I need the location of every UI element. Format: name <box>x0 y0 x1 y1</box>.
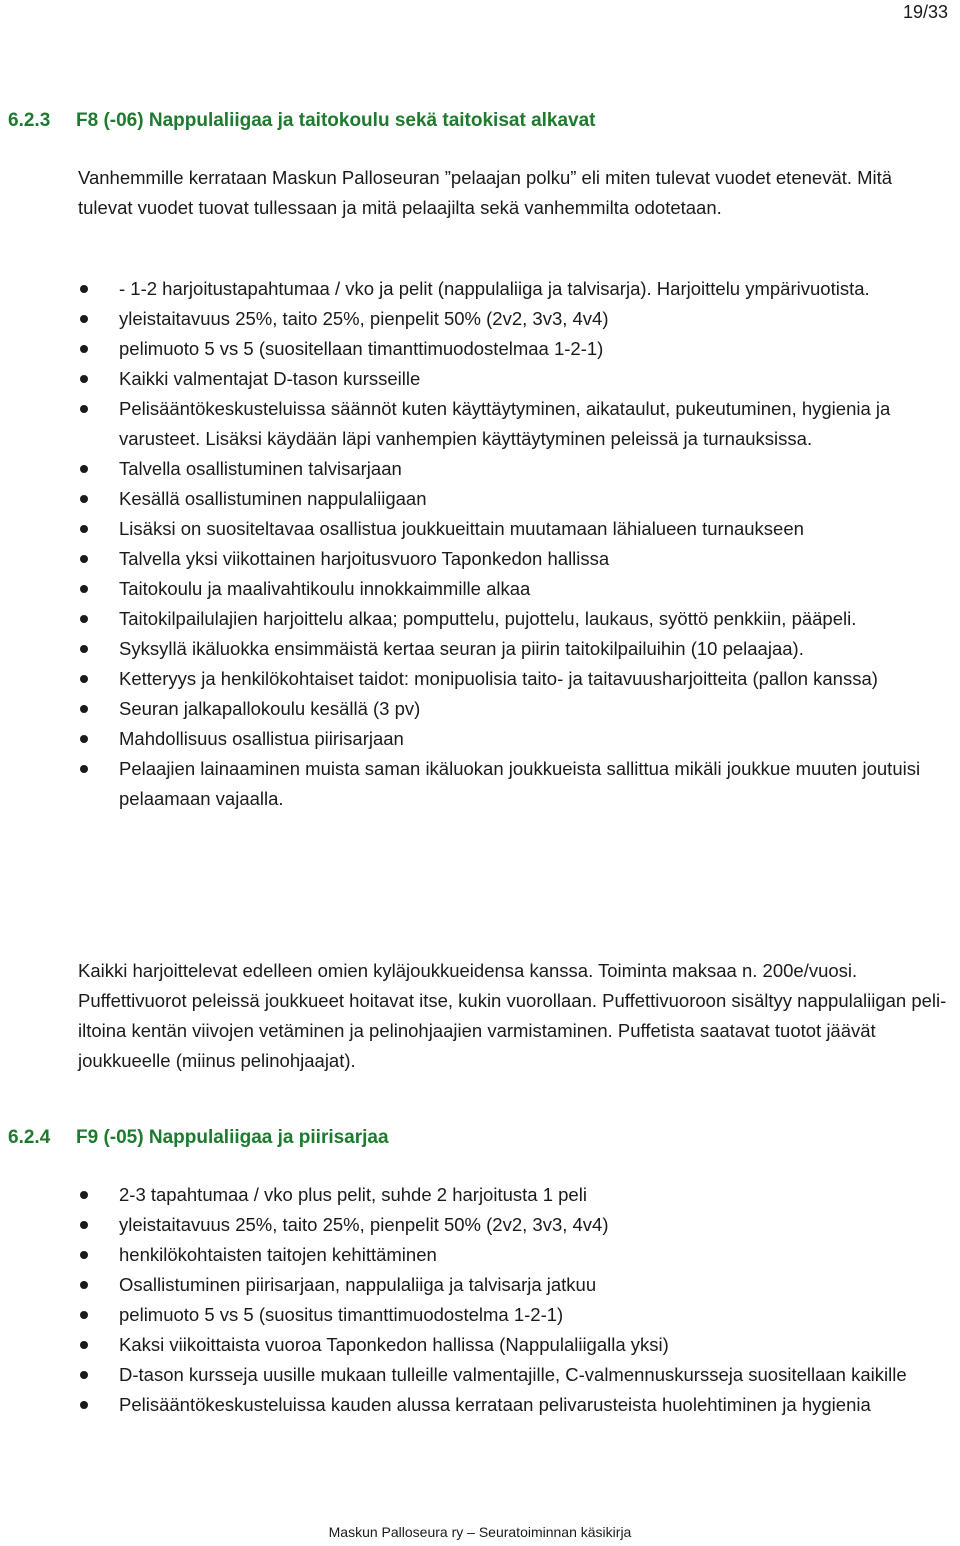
list-item: pelimuoto 5 vs 5 (suositus timanttimuodostelma 1-2-1) <box>78 1300 956 1330</box>
list-item: yleistaitavuus 25%, taito 25%, pienpelit 50% (2v2, 3v3, 4v4) <box>78 304 956 334</box>
list-item: Talvella yksi viikottainen harjoitusvuoro Taponkedon hallissa <box>78 544 956 574</box>
list-item: pelimuoto 5 vs 5 (suositellaan timanttimuodostelmaa 1-2-1) <box>78 334 956 364</box>
list-item: Kesällä osallistuminen nappulaliigaan <box>78 484 956 514</box>
list-item: Taitokilpailulajien harjoittelu alkaa; pomputtelu, pujottelu, laukaus, syöttö penkkiin, pääpeli. <box>78 604 956 634</box>
list-item: yleistaitavuus 25%, taito 25%, pienpelit 50% (2v2, 3v3, 4v4) <box>78 1210 956 1240</box>
list-item: Pelisääntökeskusteluissa kauden alussa kerrataan pelivarusteista huolehtiminen ja hygienia <box>78 1390 956 1420</box>
list-item: Talvella osallistuminen talvisarjaan <box>78 454 956 484</box>
list-item: Osallistuminen piirisarjaan, nappulaliiga ja talvisarja jatkuu <box>78 1270 956 1300</box>
list-item: Seuran jalkapallokoulu kesällä (3 pv) <box>78 694 956 724</box>
list-item: 2-3 tapahtumaa / vko plus pelit, suhde 2 harjoitusta 1 peli <box>78 1180 956 1210</box>
list-item: Ketteryys ja henkilökohtaiset taidot: monipuolisia taito- ja taitavuusharjoitteita (pallon kanssa) <box>78 664 956 694</box>
list-item: - 1-2 harjoitustapahtumaa / vko ja pelit (nappulaliiga ja talvisarja). Harjoittelu ympärivuotista. <box>78 274 956 304</box>
bullet-list-f9 <box>78 1180 956 1420</box>
section-number: 6.2.4 <box>8 1127 51 1148</box>
list-item: Pelaajien lainaaminen muista saman ikäluokan joukkueista sallittua mikäli joukkue muuten joutuisi pelaamaan vajaalla. <box>78 754 956 814</box>
list-item: Kaksi viikoittaista vuoroa Taponkedon hallissa (Nappulaliigalla yksi) <box>78 1330 956 1360</box>
page-footer: Maskun Palloseura ry – Seuratoiminnan käsikirja <box>328 1524 632 1540</box>
list-item: Lisäksi on suositeltavaa osallistua joukkueittain muutamaan lähialueen turnaukseen <box>78 514 956 544</box>
list-item: Syksyllä ikäluokka ensimmäistä kertaa seuran ja piirin taitokilpailuihin (10 pelaajaa). <box>78 634 956 664</box>
list-item: D-tason kursseja uusille mukaan tulleille valmentajille, C-valmennuskursseja suositellaan kaikille <box>78 1360 956 1390</box>
list-item: Kaikki valmentajat D-tason kursseille <box>78 364 956 394</box>
section-heading-6-2-3 <box>8 110 596 132</box>
outro-paragraph: Kaikki harjoittelevat edelleen omien kyläjoukkueidensa kanssa. Toiminta maksaa n. 200e/vuosi. Puffettivuorot peleissä joukkueet hoitavat itse, kukin vuorollaan. Puffettivuoroon sisältyy nappulaliigan peli-iltoina kentän viivojen vetäminen ja pelinohjaajien varmistaminen. Puffetista saatavat tuotot jäävät joukkueelle (miinus pelinohjaajat). <box>78 960 947 1071</box>
section-heading-6-2-4 <box>8 1127 389 1149</box>
intro-paragraph: Vanhemmille kerrataan Maskun Palloseuran ”pelaajan polku” eli miten tulevat vuodet etenevät. Mitä tulevat vuodet tuovat tullessaan ja mitä pelaajilta sekä vanhemmilta odotetaan. <box>78 167 893 218</box>
section-title: F9 (-05) Nappulaliigaa ja piirisarjaa <box>76 1127 389 1148</box>
page-number: 19/33 <box>902 2 948 22</box>
list-item: Pelisääntökeskusteluissa säännöt kuten käyttäytyminen, aikataulut, pukeutuminen, hygienia ja varusteet. Lisäksi käydään läpi vanhempien käyttäytyminen peleissä ja turnauksissa. <box>78 394 956 454</box>
section-title: F8 (-06) Nappulaliigaa ja taitokoulu sekä taitokisat alkavat <box>76 110 596 131</box>
list-item: Taitokoulu ja maalivahtikoulu innokkaimmille alkaa <box>78 574 956 604</box>
section-number: 6.2.3 <box>8 110 51 131</box>
bullet-list-f8 <box>78 274 956 814</box>
list-item: henkilökohtaisten taitojen kehittäminen <box>78 1240 956 1270</box>
list-item: Mahdollisuus osallistua piirisarjaan <box>78 724 956 754</box>
